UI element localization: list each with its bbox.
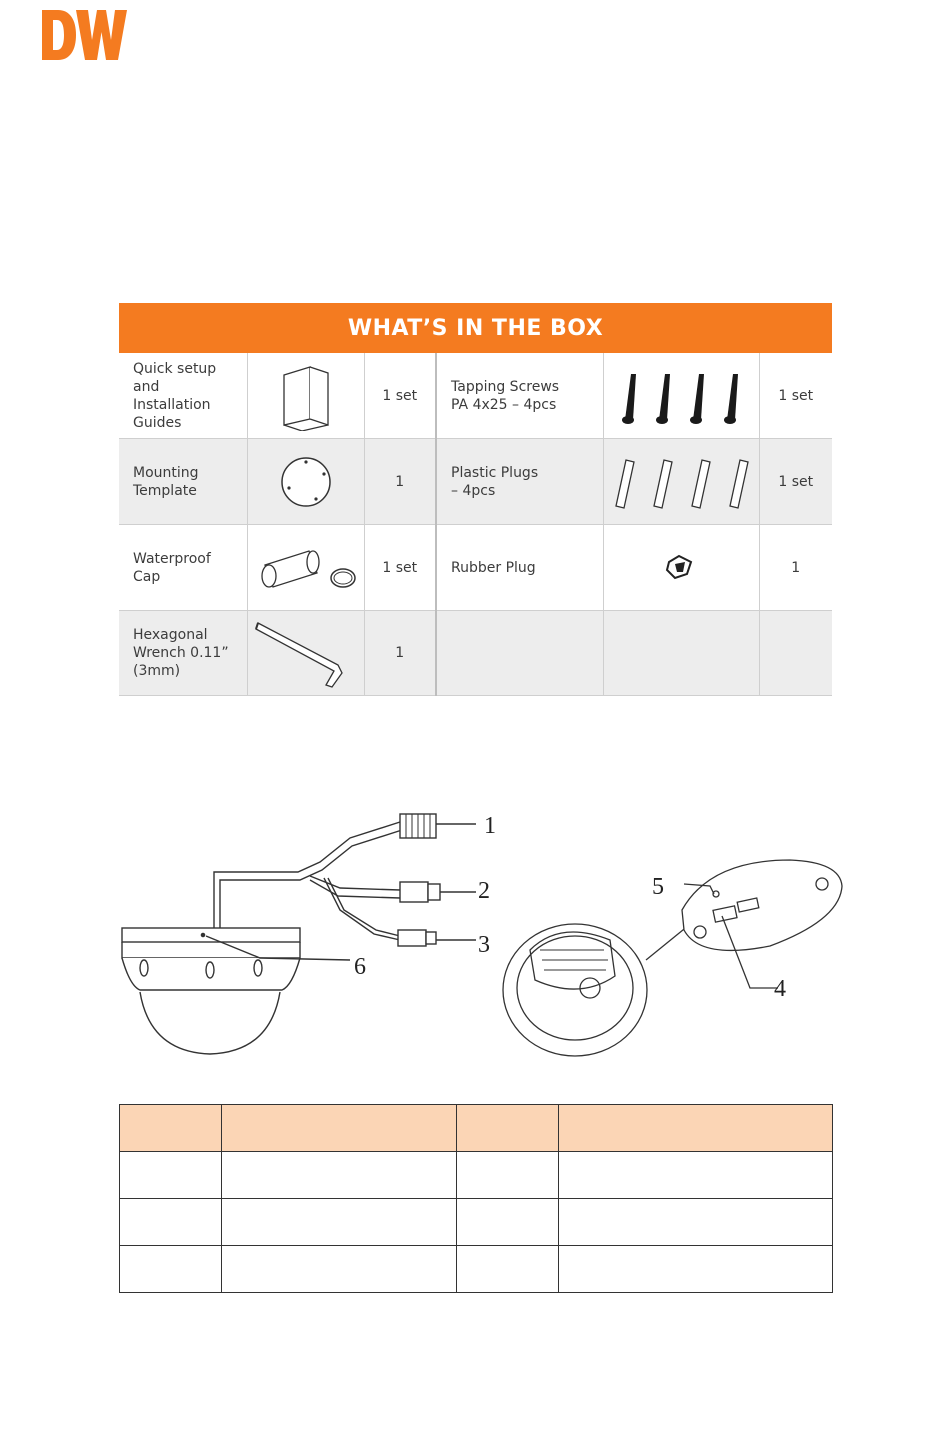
item-qty: 1 set — [364, 353, 436, 439]
item-name — [436, 353, 603, 439]
table-cell — [457, 1199, 559, 1246]
callout-1: 1 — [484, 813, 496, 839]
table-header-row — [120, 1105, 833, 1152]
item-image — [247, 611, 364, 696]
callout-4: 4 — [774, 976, 786, 1002]
table-row — [119, 439, 832, 525]
table-row — [119, 525, 832, 611]
callout-6: 6 — [354, 954, 366, 980]
header-cell — [559, 1105, 833, 1152]
header-cell — [222, 1105, 457, 1152]
table-cell — [457, 1246, 559, 1293]
item-image — [603, 439, 759, 525]
item-name — [119, 611, 247, 696]
item-qty: 1 — [364, 611, 436, 696]
item-qty: 1 — [364, 439, 436, 525]
item-qty: 1 set — [364, 525, 436, 611]
item-name — [119, 353, 247, 439]
table-cell — [559, 1246, 833, 1293]
wrench-icon — [252, 615, 360, 691]
cap-icon — [251, 543, 361, 593]
header-cell — [457, 1105, 559, 1152]
camera-diagram — [110, 800, 860, 1080]
table-row — [120, 1246, 833, 1293]
item-qty: 1 set — [759, 439, 832, 525]
camera-base-drawing — [503, 860, 842, 1056]
table-cell — [457, 1152, 559, 1199]
table-cell — [559, 1152, 833, 1199]
box-title: WHAT’S IN THE BOX — [119, 303, 832, 353]
table-row — [119, 611, 832, 696]
callout-3: 3 — [478, 932, 490, 958]
item-name-text: Quick setup and Installation Guides — [133, 360, 217, 431]
item-qty — [759, 611, 832, 696]
item-name-text: Plastic Plugs – 4pcs — [451, 464, 539, 499]
item-name — [436, 611, 603, 696]
table-cell — [559, 1199, 833, 1246]
dome-camera-drawing — [122, 814, 476, 1054]
header-cell — [120, 1105, 222, 1152]
item-image — [247, 439, 364, 525]
item-name-text: Tapping Screws PA 4x25 – 4pcs — [451, 378, 560, 413]
item-qty: 1 — [759, 525, 832, 611]
table-cell — [222, 1152, 457, 1199]
booklet-icon — [276, 361, 336, 431]
dw-logo — [40, 6, 130, 64]
whats-in-the-box-table — [119, 303, 832, 696]
parts-table — [119, 1104, 833, 1293]
table-row — [120, 1152, 833, 1199]
table-cell — [222, 1199, 457, 1246]
item-name-text: Rubber Plug — [451, 559, 536, 576]
item-image — [247, 353, 364, 439]
item-image — [247, 525, 364, 611]
item-name-text: Waterproof Cap — [133, 550, 211, 585]
table-cell — [222, 1246, 457, 1293]
item-image — [603, 611, 759, 696]
item-name-text: Hexagonal Wrench 0.11” (3mm) — [133, 627, 229, 679]
item-qty: 1 set — [759, 353, 832, 439]
item-name — [119, 525, 247, 611]
plugs-icon — [606, 452, 756, 512]
rubber-plug-icon — [661, 550, 701, 586]
table-row — [120, 1199, 833, 1246]
table-cell — [120, 1246, 222, 1293]
callout-5: 5 — [652, 874, 664, 900]
callout-2: 2 — [478, 878, 490, 904]
item-name-text: Mounting Template — [133, 464, 199, 499]
item-name — [436, 525, 603, 611]
item-name — [436, 439, 603, 525]
item-image — [603, 525, 759, 611]
item-name — [119, 439, 247, 525]
table-row — [119, 353, 832, 439]
screws-icon — [611, 366, 751, 426]
item-image — [603, 353, 759, 439]
template-icon — [276, 452, 336, 512]
table-cell — [120, 1152, 222, 1199]
table-cell — [120, 1199, 222, 1246]
